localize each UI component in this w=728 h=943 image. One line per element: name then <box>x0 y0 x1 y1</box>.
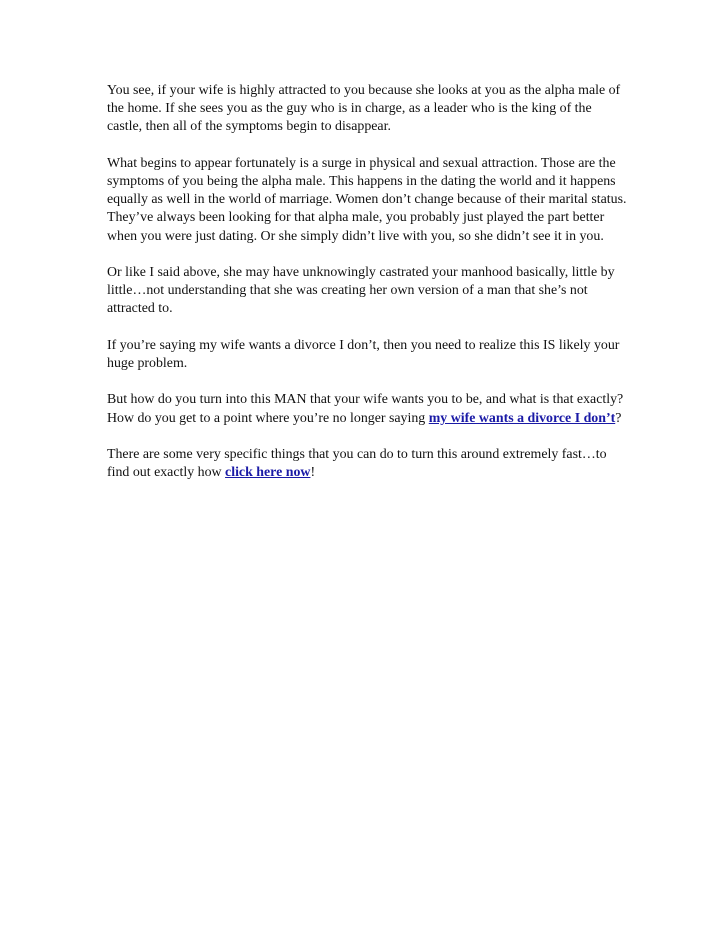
paragraph-5 <box>107 391 627 427</box>
click-here-link[interactable]: click here now <box>225 465 311 481</box>
paragraph-2: What begins to appear fortunately is a surge in physical and sexual attraction. Those are the symptoms of you being the alpha male. This happens in the dating the world and it happens equally as well in the world of marriage. Women don’t change because of their marital status. They’ve always been looking for that alpha male, you probably just played the part better when you were just dating. Or she simply didn’t live with you, so she didn’t see it in you. <box>107 155 627 244</box>
paragraph-6-text: There are some very specific things that you can do to turn this around extremely fast…to find out exactly how <box>107 446 607 481</box>
paragraph-5-text: But how do you turn into this MAN that your wife wants you to be, and what is that exactly? How do you get to a point where you’re no longer saying <box>107 392 624 426</box>
paragraph-1: You see, if your wife is highly attracted to you because she looks at you as the alpha male of the home. If she sees you as the guy who is in charge, as a leader who is the king of the castle, then all of the symptoms begin to disappear. <box>107 83 621 135</box>
paragraph-4: If you’re saying my wife wants a divorce I don’t, then you need to realize this IS likely your huge problem. <box>107 337 620 371</box>
divorce-link[interactable]: my wife wants a divorce I don’t <box>428 410 616 426</box>
paragraph-3: Or like I said above, she may have unknowingly castrated your manhood basically, little by little…not understanding that she was creating her own version of a man that she’s not attracted to. <box>107 265 615 317</box>
paragraph-6-end: ! <box>310 465 316 481</box>
paragraph-5-end: ? <box>615 410 622 426</box>
document-body <box>107 82 627 501</box>
paragraph-6 <box>107 446 627 482</box>
